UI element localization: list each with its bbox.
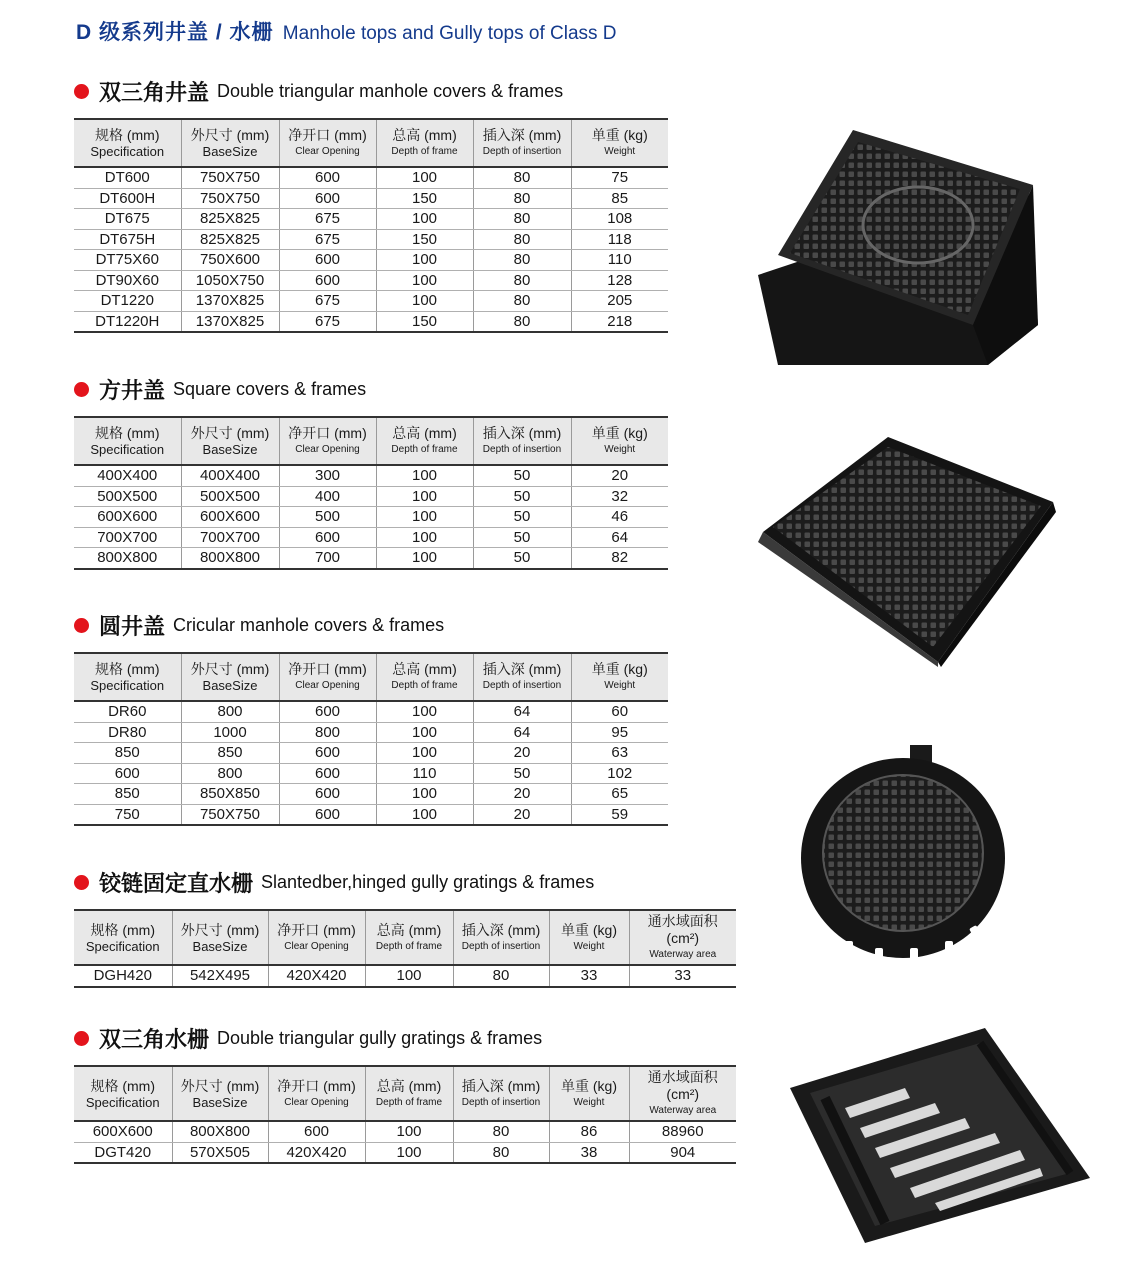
header-label-cn: 外尺寸 (mm) [180,921,260,938]
cell-clear-opening: 600 [279,167,376,188]
cell-clear-opening: 600 [279,270,376,291]
cell-specification: 800X800 [74,548,181,569]
cell-specification: DT1220 [74,291,181,312]
page-title-en: Manhole tops and Gully tops of Class D [282,23,617,44]
cell-weight: 108 [571,209,668,230]
cell-depth-of-frame: 100 [376,250,473,271]
section-title-en: Square covers & frames [173,378,367,399]
column-header-base-size [172,910,268,965]
cell-clear-opening: 600 [279,188,376,209]
column-header-waterway-area [629,1066,736,1121]
cell-depth-of-insertion: 80 [453,965,549,987]
cell-clear-opening: 675 [279,311,376,332]
page-title [76,16,617,46]
cell-depth-of-insertion: 20 [473,743,571,764]
cell-specification: DGH420 [74,965,172,987]
section-circular-covers [74,610,668,826]
cell-clear-opening: 600 [279,763,376,784]
column-header-depth-of-insertion [473,653,571,701]
table-header-row [74,1066,736,1121]
header-label-cn: 净开口 (mm) [277,1077,356,1094]
header-label-en: Weight [604,146,636,157]
header-label-cn: 总高 (mm) [376,921,442,938]
column-header-depth-of-frame [376,119,473,167]
header-label-cn: 外尺寸 (mm) [190,127,270,143]
header-label-en: Depth of insertion [482,146,562,157]
cell-base-size: 1000 [181,722,279,743]
cell-weight: 118 [571,229,668,250]
table-row [74,1121,736,1142]
header-label-en: Depth of frame [391,146,458,157]
cell-depth-of-frame: 100 [376,507,473,528]
column-header-specification [74,119,181,167]
cell-weight: 86 [549,1121,629,1142]
section-title-en: Double triangular manhole covers & frames [217,80,564,101]
header-label-en: Specification [85,1094,160,1110]
cell-clear-opening: 600 [279,250,376,271]
cell-depth-of-frame: 100 [376,548,473,569]
cell-specification: 700X700 [74,527,181,548]
header-label-en: Clear Opening [295,146,360,157]
table-row [74,784,668,805]
spec-table [74,118,668,333]
cell-specification: 500X500 [74,486,181,507]
cell-clear-opening: 600 [279,527,376,548]
cell-specification: DGT420 [74,1142,172,1163]
column-header-base-size [172,1066,268,1121]
cell-weight: 64 [571,527,668,548]
cell-base-size: 825X825 [181,229,279,250]
table-row [74,167,668,188]
header-label-en: BaseSize [202,144,258,159]
header-label-cn: 单重 (kg) [591,425,648,441]
cell-clear-opening: 500 [279,507,376,528]
header-label-en: Clear Opening [295,680,360,691]
page-title-cn: D 级系列井盖 / 水栅 [76,21,274,44]
red-bullet-icon [74,382,89,397]
cell-depth-of-insertion: 80 [473,167,571,188]
header-label-en: BaseSize [202,442,258,457]
section-title-en: Cricular manhole covers & frames [173,614,445,635]
cell-specification: 850 [74,784,181,805]
cell-weight: 102 [571,763,668,784]
header-label-cn: 外尺寸 (mm) [180,1077,260,1094]
table-row [74,229,668,250]
column-header-weight [549,910,629,965]
cell-weight: 20 [571,465,668,486]
section-heading [74,374,668,404]
cell-clear-opening: 600 [268,1121,365,1142]
cell-weight: 63 [571,743,668,764]
header-label-cn: 总高 (mm) [376,1077,442,1094]
header-label-cn: 净开口 (mm) [288,661,367,677]
header-label-en: Specification [90,144,165,159]
column-header-weight [571,653,668,701]
cell-depth-of-insertion: 50 [473,486,571,507]
spec-table [74,1065,736,1164]
table-row [74,965,736,987]
cell-base-size: 1050X750 [181,270,279,291]
cell-base-size: 825X825 [181,209,279,230]
cell-base-size: 1370X825 [181,291,279,312]
column-header-waterway-area [629,910,736,965]
spec-table [74,416,668,570]
cell-clear-opening: 700 [279,548,376,569]
column-header-base-size [181,653,279,701]
cell-base-size: 700X700 [181,527,279,548]
cell-specification: 600X600 [74,507,181,528]
cell-depth-of-frame: 150 [376,311,473,332]
cell-depth-of-frame: 100 [376,804,473,825]
cell-base-size: 800X800 [181,548,279,569]
cell-depth-of-frame: 100 [376,701,473,722]
cell-weight: 218 [571,311,668,332]
cell-specification: DT75X60 [74,250,181,271]
cell-weight: 33 [549,965,629,987]
cell-depth-of-insertion: 64 [473,701,571,722]
cell-weight: 110 [571,250,668,271]
section-heading [74,610,668,640]
cell-weight: 38 [549,1142,629,1163]
cell-base-size: 850X850 [181,784,279,805]
cell-clear-opening: 600 [279,701,376,722]
header-label-en: Depth of insertion [482,680,562,691]
header-label-en: Weight [604,444,636,455]
cell-depth-of-frame: 110 [376,763,473,784]
column-header-specification [74,653,181,701]
section-title-cn: 双三角水栅 [99,1026,210,1052]
header-label-en: Waterway area [649,1105,717,1116]
column-header-specification [74,910,172,965]
column-header-specification [74,417,181,465]
cell-depth-of-insertion: 64 [473,722,571,743]
cell-depth-of-frame: 100 [365,965,453,987]
cell-base-size: 850 [181,743,279,764]
header-label-en: Depth of insertion [461,940,541,952]
header-label-cn: 插入深 (mm) [461,1077,541,1094]
header-label-cn: 插入深 (mm) [482,661,562,677]
cell-specification: DT675H [74,229,181,250]
gully-grating-photo [785,1028,1095,1243]
cell-weight: 32 [571,486,668,507]
cell-base-size: 750X600 [181,250,279,271]
header-label-en: Specification [90,442,165,457]
header-label-cn: 插入深 (mm) [461,921,541,938]
table-row [74,188,668,209]
cell-waterway-area: 33 [629,965,736,987]
header-label-en: Waterway area [649,949,717,960]
column-header-depth-of-frame [376,417,473,465]
header-label-cn: 单重 (kg) [591,661,648,677]
column-header-clear-opening [279,653,376,701]
header-label-cn: 单重 (kg) [561,1077,617,1094]
cell-base-size: 500X500 [181,486,279,507]
cell-clear-opening: 600 [279,743,376,764]
cell-waterway-area: 904 [629,1142,736,1163]
cell-depth-of-frame: 100 [376,209,473,230]
cell-base-size: 600X600 [181,507,279,528]
red-bullet-icon [74,618,89,633]
cell-depth-of-insertion: 80 [473,291,571,312]
cell-depth-of-frame: 100 [376,527,473,548]
header-label-cn: 规格 (mm) [94,661,160,677]
cell-depth-of-insertion: 50 [473,763,571,784]
header-label-cn: 插入深 (mm) [482,127,562,143]
header-label-cn: 外尺寸 (mm) [190,425,270,441]
cell-specification: DT90X60 [74,270,181,291]
header-label-cn: 净开口 (mm) [288,127,367,143]
cell-weight: 95 [571,722,668,743]
column-header-depth-of-insertion [473,417,571,465]
cell-depth-of-insertion: 50 [473,507,571,528]
cell-weight: 75 [571,167,668,188]
header-label-en: Depth of frame [391,680,458,691]
column-header-weight [571,119,668,167]
section-title-cn: 圆井盖 [99,613,166,639]
section-double-triangular-gratings [74,1023,736,1164]
table-header-row [74,910,736,965]
table-row [74,486,668,507]
header-label-cn: 规格 (mm) [94,127,160,143]
cell-depth-of-frame: 150 [376,188,473,209]
header-label-en: Weight [573,940,605,952]
header-label-cn: 总高 (mm) [392,661,457,677]
cell-clear-opening: 420X420 [268,965,365,987]
column-header-clear-opening [268,1066,365,1121]
header-label-cn: 单重 (kg) [561,921,617,938]
cell-clear-opening: 600 [279,804,376,825]
column-header-clear-opening [279,119,376,167]
column-header-depth-of-insertion [473,119,571,167]
header-label-cn: 净开口 (mm) [277,921,356,938]
header-label-en: Specification [90,678,165,693]
cell-clear-opening: 675 [279,229,376,250]
cell-depth-of-insertion: 50 [473,465,571,486]
cell-base-size: 800 [181,763,279,784]
cell-clear-opening: 420X420 [268,1142,365,1163]
cell-depth-of-frame: 100 [376,291,473,312]
cell-depth-of-frame: 100 [376,270,473,291]
header-label-cn: 单重 (kg) [591,127,648,143]
cell-weight: 65 [571,784,668,805]
table-row [74,527,668,548]
cell-depth-of-insertion: 80 [473,188,571,209]
cell-depth-of-insertion: 20 [473,804,571,825]
red-bullet-icon [74,875,89,890]
spec-table [74,909,736,988]
cell-weight: 60 [571,701,668,722]
cell-base-size: 800X800 [172,1121,268,1142]
cell-clear-opening: 675 [279,209,376,230]
column-header-clear-opening [268,910,365,965]
double-triangular-cover-photo [748,125,1048,370]
column-header-depth-of-insertion [453,910,549,965]
cell-clear-opening: 675 [279,291,376,312]
cell-base-size: 1370X825 [181,311,279,332]
cell-base-size: 750X750 [181,167,279,188]
table-row [74,209,668,230]
header-label-en: BaseSize [192,938,248,954]
cell-specification: DT600H [74,188,181,209]
section-title-cn: 铰链固定直水栅 [99,870,254,896]
cell-depth-of-insertion: 20 [473,784,571,805]
section-heading [74,76,668,106]
header-label-en: Depth of insertion [461,1096,541,1108]
cell-specification: 750 [74,804,181,825]
red-bullet-icon [74,84,89,99]
table-row [74,743,668,764]
cell-clear-opening: 300 [279,465,376,486]
cell-depth-of-frame: 100 [376,167,473,188]
header-label-en: Clear Opening [295,444,360,455]
column-header-specification [74,1066,172,1121]
header-label-cn: 外尺寸 (mm) [190,661,270,677]
section-heading [74,1023,736,1053]
header-label-cn: 通水域面积 (cm²) [647,1069,718,1102]
header-label-cn: 总高 (mm) [392,127,457,143]
header-label-cn: 规格 (mm) [94,425,160,441]
table-row [74,507,668,528]
header-label-en: Depth of frame [391,444,458,455]
table-row [74,701,668,722]
section-title-en: Double triangular gully gratings & frames [217,1027,543,1048]
header-label-en: Depth of insertion [482,444,562,455]
cell-weight: 46 [571,507,668,528]
cell-specification: 850 [74,743,181,764]
header-label-en: Weight [573,1096,605,1108]
cell-depth-of-frame: 100 [376,465,473,486]
cell-depth-of-frame: 100 [376,722,473,743]
table-header-row [74,417,668,465]
cell-weight: 82 [571,548,668,569]
cell-depth-of-insertion: 50 [473,548,571,569]
cell-depth-of-frame: 100 [376,486,473,507]
cell-specification: DR60 [74,701,181,722]
cell-weight: 205 [571,291,668,312]
section-double-triangular-covers [74,76,668,333]
section-square-covers [74,374,668,570]
section-title-cn: 方井盖 [99,377,166,403]
column-header-depth-of-frame [365,1066,453,1121]
header-label-cn: 插入深 (mm) [482,425,562,441]
column-header-base-size [181,417,279,465]
table-row [74,722,668,743]
section-title-en: Slantedber,hinged gully gratings & frames [261,871,595,892]
cell-depth-of-frame: 150 [376,229,473,250]
cell-specification: DT675 [74,209,181,230]
cell-base-size: 800 [181,701,279,722]
column-header-base-size [181,119,279,167]
cell-weight: 59 [571,804,668,825]
header-label-en: Clear Opening [284,940,349,952]
cell-depth-of-insertion: 80 [473,209,571,230]
cell-base-size: 570X505 [172,1142,268,1163]
header-label-en: Clear Opening [284,1096,349,1108]
cell-base-size: 750X750 [181,804,279,825]
cell-specification: 400X400 [74,465,181,486]
column-header-weight [571,417,668,465]
table-row [74,763,668,784]
cell-depth-of-frame: 100 [365,1142,453,1163]
header-label-en: Depth of frame [375,940,443,952]
cell-weight: 128 [571,270,668,291]
cell-base-size: 542X495 [172,965,268,987]
header-label-en: Specification [85,938,160,954]
section-title-cn: 双三角井盖 [99,79,210,105]
cell-weight: 85 [571,188,668,209]
table-row [74,548,668,569]
table-row [74,1142,736,1163]
header-label-en: BaseSize [202,678,258,693]
cell-specification: 600X600 [74,1121,172,1142]
spec-table [74,652,668,826]
cell-specification: DT600 [74,167,181,188]
section-hinged-gully-gratings [74,867,736,988]
cell-depth-of-insertion: 80 [473,229,571,250]
header-label-cn: 规格 (mm) [90,921,156,938]
table-row [74,291,668,312]
cell-depth-of-frame: 100 [376,784,473,805]
cell-depth-of-insertion: 80 [473,311,571,332]
header-label-cn: 净开口 (mm) [288,425,367,441]
cell-specification: DR80 [74,722,181,743]
header-label-cn: 总高 (mm) [392,425,457,441]
section-heading [74,867,736,897]
table-row [74,250,668,271]
cell-specification: DT1220H [74,311,181,332]
column-header-weight [549,1066,629,1121]
header-label-en: Weight [604,680,636,691]
table-header-row [74,653,668,701]
table-row [74,804,668,825]
table-row [74,270,668,291]
cell-depth-of-insertion: 80 [453,1142,549,1163]
column-header-depth-of-frame [365,910,453,965]
header-label-cn: 规格 (mm) [90,1077,156,1094]
column-header-depth-of-insertion [453,1066,549,1121]
cell-depth-of-insertion: 80 [473,250,571,271]
cell-clear-opening: 800 [279,722,376,743]
cell-waterway-area: 88960 [629,1121,736,1142]
column-header-depth-of-frame [376,653,473,701]
square-cover-photo [758,432,1058,667]
cell-depth-of-insertion: 80 [473,270,571,291]
circular-cover-photo [800,743,1010,963]
cell-depth-of-frame: 100 [365,1121,453,1142]
cell-base-size: 750X750 [181,188,279,209]
header-label-cn: 通水域面积 (cm²) [647,913,718,946]
column-header-clear-opening [279,417,376,465]
cell-clear-opening: 400 [279,486,376,507]
red-bullet-icon [74,1031,89,1046]
cell-specification: 600 [74,763,181,784]
header-label-en: BaseSize [192,1094,248,1110]
table-header-row [74,119,668,167]
cell-base-size: 400X400 [181,465,279,486]
table-row [74,465,668,486]
cell-depth-of-frame: 100 [376,743,473,764]
header-label-en: Depth of frame [375,1096,443,1108]
cell-depth-of-insertion: 80 [453,1121,549,1142]
cell-clear-opening: 600 [279,784,376,805]
table-row [74,311,668,332]
cell-depth-of-insertion: 50 [473,527,571,548]
